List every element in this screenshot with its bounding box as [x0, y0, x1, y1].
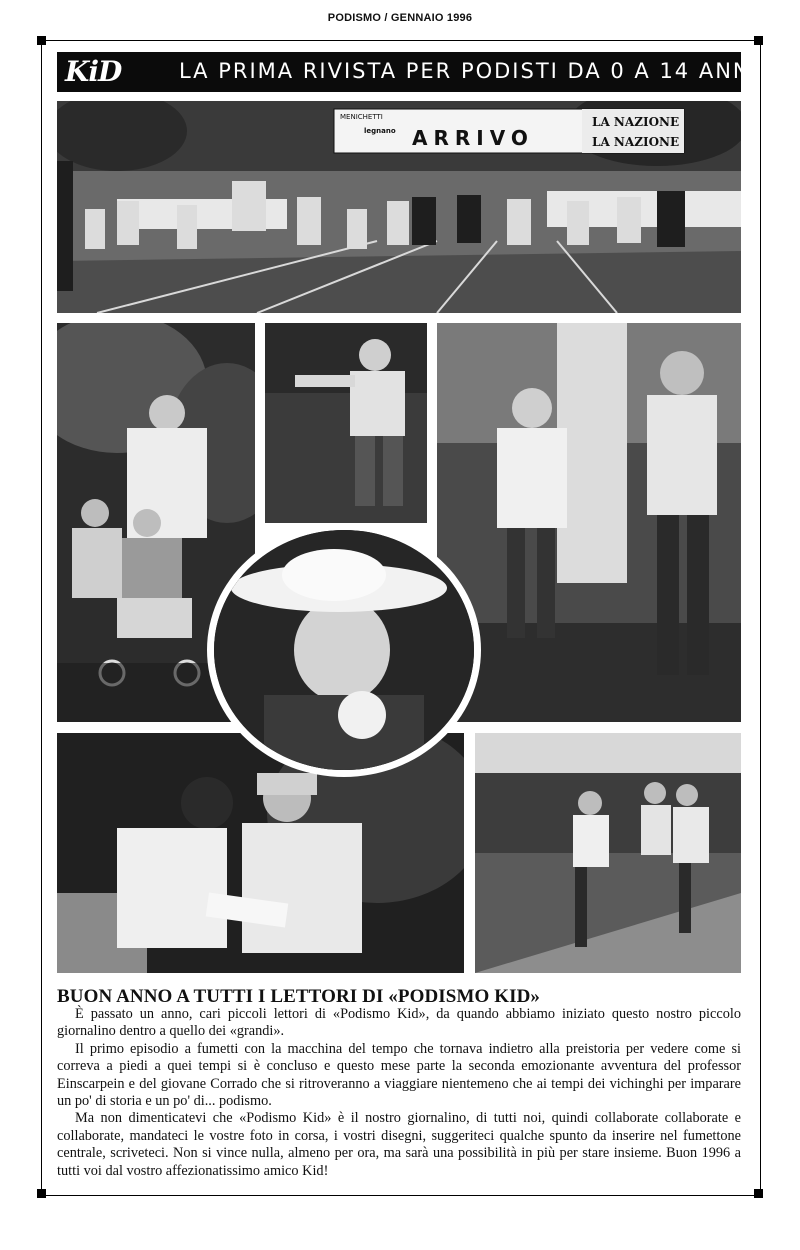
la-nazione-sign-2: LA NAZIONE	[592, 135, 680, 149]
kid-banner	[57, 52, 759, 92]
photo-boys-race-bibs	[437, 323, 741, 722]
article-paragraph: Il primo episodio a fumetti con la macchina del tempo che tornava indietro alla preistoria per vedere come si correva a piedi a quei tempi si è concluso e questo mese parte la seconda emozionante avventura del professor Einscarpein e del giovane Corrado che si ritroveranno a viaggiare nientemeno che ai tempi dei vichinghi per imparare un po' di storia e un po' di... podismo.	[57, 1040, 741, 1110]
corner-mark-bottom-left	[37, 1189, 46, 1198]
article-paragraph: È passato un anno, cari piccoli lettori di «Podismo Kid», da quando abbiamo iniziato questo nostro piccolo giornalino dentro a quello dei «grandi».	[57, 1006, 741, 1040]
photo-race-start	[57, 101, 741, 313]
photo-child-running	[265, 323, 427, 523]
sponsor-legnano: legnano	[364, 127, 396, 135]
running-head: PODISMO / GENNAIO 1996	[327, 12, 473, 24]
banner-slogan: LA PRIMA RIVISTA PER PODISTI DA 0 A 14 ANNI	[179, 59, 759, 83]
kid-logo: KiD	[65, 55, 122, 88]
corner-mark-top-right	[754, 36, 763, 45]
photo-children-reading	[57, 733, 464, 973]
photo-circle-child-hat	[207, 523, 481, 777]
la-nazione-sign-1: LA NAZIONE	[592, 115, 680, 129]
article-paragraph: Ma non dimenticatevi che «Podismo Kid» è il nostro giornalino, di tutti noi, quindi collaborate collaborate e collaborate, mandateci le vostre foto in corsa, i vostri disegni, suggeriteci qualche spunto da inserire nel fumettone centrale, scriveteci. Non si vince nulla, almeno per ora, ma sarà una possibilità in più per stare insieme. Buon 1996 a tutti voi dal vostro affezionatissimo amico Kid!	[57, 1110, 741, 1179]
corner-mark-top-left	[37, 36, 46, 45]
arrivo-sign: ARRIVO	[412, 126, 534, 150]
article-body	[57, 1006, 741, 1180]
sponsor-menichetti: MENICHETTI	[340, 113, 383, 121]
corner-mark-bottom-right	[754, 1189, 763, 1198]
photo-children-walking	[475, 733, 741, 973]
article-title: BUON ANNO A TUTTI I LETTORI DI «PODISMO KID»	[57, 986, 541, 1007]
